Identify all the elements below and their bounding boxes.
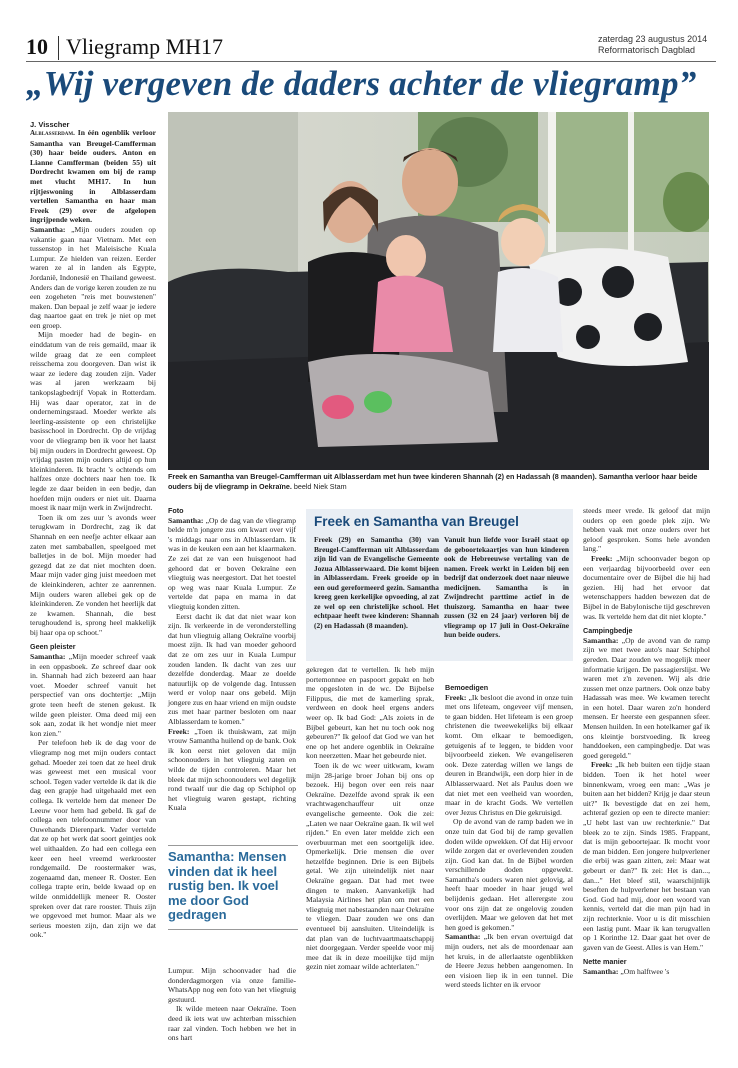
paragraph-text: „Mijn moeder schreef vaak in een oppasboek. Ze schreef daar ook in. Shannah had zich bezeerd aan haar voet. Moeder schreef vanuit het perspectief van ons dochtertje: „Mijn grote teen heeft de stenen gekust. Ik wilde geen pleister. Oma deed mij een sok aan, zodat ik het wondje niet meer kon zien.": [30, 652, 156, 738]
paragraph-text: „Op de dag van de vliegramp belde m'n jongere zus om kwart over vijf 's middags naar ons in Alblasserdam. Ik was in de keuken een aan het klaarmaken. Ze zei dat ze van een huisgenoot had gehoord dat er boven Oekraïne een vliegtuig was neergestort. Dat het toestel op weg was naar Kuala Lumpur. Ze vertelde dat papa en mama in dat vliegtuig konden zitten.: [168, 515, 296, 611]
section-title: Vliegramp MH17: [66, 34, 224, 59]
speaker-label: Samantha:: [445, 932, 481, 942]
paragraph: Ik wilde meteen naar Oekraïne. Toen deed ik iets wat uw achterban misschien raar zal vinden. Toch hebben we het in ons hart: [168, 1004, 296, 1043]
header-rule: [26, 61, 716, 62]
dateline: Alblasserdam.: [30, 129, 75, 137]
paragraph: Op de avond van de ramp baden we in onze tuin dat God bij de ramp gevallen doden wilde opwekken. Of dat Hij ervoor wilde zorgen dat er overlevenden zouden zijn. God kan dat. In de Bijbel worden verschillende doden opgewekt. Samantha's ouders waren niet gelovig, al heeft haar moeder in haar jeugd wel belijdenis gedaan. Het allerergste zou voor ons zijn dat ze ongelovig zouden overlijden. Maar we geloven dat het met hen goed is gekomen.": [445, 817, 573, 932]
speaker-label: Samantha:: [30, 224, 66, 234]
issue-date: zaterdag 23 augustus 2014: [598, 34, 708, 44]
paragraph-text: „Om halftwee 's: [620, 966, 670, 976]
article-column-4: [445, 665, 573, 990]
paragraph: Toen ik om zes uur 's avonds weer terugkwam in Dordrecht, zag ik dat Shannah en een neefje achter elkaar aan zaten met sambaballen, speelgoed met balletjes in de bol. Mijn moeder had gezegd dat ze dat niet mochten doen. Maar mijn vader ging juist meedoen met de kleinkinderen, achter ze aanrennen. Mijn ouders waren allebei gek op de kleinkinderen. Ze vonden het heerlijk dat ze kwamen. Shannah, die best terughoudend is, sprong heel makkelijk bij haar opa op schoot.": [30, 512, 156, 637]
article-column-2: [168, 506, 296, 813]
article-headline: „Wij vergeven de daders achter de vliegramp”: [26, 64, 697, 103]
paragraph: [583, 760, 710, 952]
paragraph: Mijn moeder had de begin- en einddatum van de reis gemaild, maar ik wilde graag dat ze een compleet reisschema zou doorgeven. Dan wist ik waar ze iedere dag zouden zijn. Vader was al jaren werkzaam bij tankopslagbedrijf Vopak in Rotterdam. Hij was daar operator, zat in de ondernemingsraad. Moeder werkte als leerling-assistente op een christelijke basisschool in Dordrecht. Op de vrijdag voor de vliegramp ben ik voor het laatst bij mijn ouders in Dordrecht geweest. Op vrijdag pasten mijn ouders altijd op hun kleinkinderen. Ik bracht 's ochtends om halfzes onze dochters naar hen toe. Ik legde ze daar beiden in een bedje, dan hoefden mijn ouders er niet uit. Daarna moest ik naar mijn werk in Zwijndrecht.: [30, 330, 156, 513]
speaker-label: Samantha:: [168, 515, 204, 525]
info-box-right-text: Vanuit hun liefde voor Israël staat op de geboortekaartjes van hun kinderen ook de Hebreeuwse vertaling van de namen. Freek werkt in Leiden bij een bedrijf dat onderzoek doet naar nieuwe medicijnen. Samantha is in Zwijndrecht parttime actief in de thuiszorg. Samantha en haar twee zussen (32 en 24 jaar) verloren bij de vliegramp op 17 juli in Oost-Oekraïne hun beide ouders.: [444, 535, 569, 639]
photo-illustration: [168, 112, 709, 470]
paragraph-text: „Ik heb buiten een tijdje staan bidden. Toen ik het hotel weer binnenkwam, vroeg een man: „Was je buiten aan het bidden? Krijg je daar steun uit?" Ik bevestigde dat en zei hem, achteraf gezien op een te directe manier: „U hebt last van uw rechterknie." Dat bleek zo te zijn. Sinds 1985. Frappant, dat is mijn geboortejaar. Ik mocht voor de man bidden. Een jongere hulpverlener die erbij was gaan zitten, zei: Maar wat gebeurt er dan?" Ik zei: Het is dan..., dan..." Het bleef stil, waarschijnlijk beseften de hulpverlener het bestaan van God. God had mij, door een woord van kennis, verteld dat die man pijn had in zijn rechterknie. Voor u is dit misschien een lastig punt. Maar ik kan terugvallen op 1 Korinthe 12. Daar gaat het over de gaven van de Geest. Alles is van Hem.": [583, 760, 710, 952]
paragraph: Toen ik de wc weer uitkwam, kwam mijn 28-jarige broer Johan bij ons op bezoek. Hij begon over een reis naar Oekraïne. Dezelfde avond sprak ik een vrachtwagenchauffeur uit onze evangelische gemeente. Ook die zei: „Laten we naar Oekraïne gaan. Ik wil wel rijden." En even later meldde zich een overbuurman met een soortgelijk idee. Opmerkelijk. Drie mensen die over hetzelfde beginnen. Drie is een Bijbels getal. We zijn uiteindelijk niet naar Oekraïne gegaan. Dat had met twee dingen te maken. Aanvankelijk had Malaysia Airlines het plan om met een vliegtuig met nabestaanden naar Oekraïne te vliegen. Daar zouden we ons dan eventueel bij aansluiten. Uiteindelijk is dat plan van de luchtvaartmaatschappij niet doorgegaan. Verder speelde voor mij mee dat ik in deze moeilijke tijd mijn gezin niet zomaar wilde achterlaten.": [306, 760, 434, 972]
subheading: Foto: [168, 506, 184, 515]
speaker-label: Freek:: [591, 553, 613, 563]
speaker-label: Freek:: [591, 760, 613, 770]
article-column-5: [583, 506, 710, 977]
paragraph: [583, 636, 710, 761]
family-photo: [168, 112, 709, 470]
paragraph-text: „Ik ben ervan overtuigd dat mijn ouders, net als de moordenaar aan het kruis, in de allerlaatste ogenblikken de Heere Jezus hebben aangenomen. In een visioen liep ik in een tunnel. Die werd steeds lichter en ik ervoor: [445, 932, 573, 990]
photo-credit: beeld Niek Stam: [293, 481, 347, 491]
lead-text: In één ogenblik verloor Samantha van Breugel-Camfferman (30) haar beide ouders. Anton en Lianne Camfferman (beiden 55) uit Dordrecht kwamen om bij de ramp met vlucht MH17. In hun rijtjeswoning in Alblasserdam vertellen Samantha en haar man Freek (29) over de afgelopen ingrijpende weken.: [30, 128, 156, 225]
info-box: [306, 509, 573, 661]
paragraph: [445, 932, 573, 990]
article-column-3: [306, 665, 434, 972]
paragraph: Eerst dacht ik dat dat niet waar kon zijn. Ik verkeerde in de veronderstelling dat hun vliegtuig allang Oekraïne voorbij moest zijn. Ik had van moeder gehoord dat ze om zes uur in Kuala Lumpur zouden landen. Ik dacht van zes uur dezelfde donderdag. Maar ze doelde natuurlijk op de volgende dag. Intussen werd er volop naar ons gebeld. Mijn jongere zus en haar vriend en mijn oudste zus met haar partner besloten om naar Alblasserdam te komen.": [168, 611, 296, 727]
speaker-label: Samantha:: [583, 635, 619, 645]
info-box-title: Freek en Samantha van Breugel: [314, 514, 519, 529]
subheading: Nette manier: [583, 957, 627, 967]
caption-text: Freek en Samantha van Breugel-Camfferman uit Alblasserdam met hun twee kinderen Shannah (2) en Hadassah (8 maanden). Samantha verloor haar beide ouders bij de vliegramp in Oekraïne.: [168, 472, 698, 491]
photo-caption: [168, 472, 709, 491]
paragraph: gekregen dat te vertellen. Ik heb mijn portemonnee en paspoort gepakt en heb me opgesloten in de wc. De Bijbelse Filippus, die met de kamerling sprak, verdween en dook heel ergens anders weer op. Ik bad God: „Als zoiets in de Bijbel gebeurt, kan het nu toch ook nog gebeuren?" Ik geloof dat God we van het ene op het andere ogenblik in Oekraïne kon neerzetten. Maar het gebeurde niet.: [306, 665, 434, 761]
article-lead: [30, 128, 156, 225]
paragraph-text: „Toen ik thuiskwam, zat mijn vrouw Samantha huilend op de bank. Ook ik kon eerst niet geloven dat mijn schoonouders in het vliegtuig zaten en wilde de tijden controleren. Maar het bleek dat mijn schoonouders wel degelijk rond twaalf uur die dag op Schiphol op het vliegtuig waren gestapt, richting Kuala: [168, 726, 297, 813]
byline: J. Visscher: [30, 120, 70, 129]
speaker-label: Freek:: [168, 726, 190, 736]
paragraph: Lumpur. Mijn schoonvader had die donderdagmorgen via onze familie-WhatsApp nog een foto van het vliegtuig gestuurd.: [168, 966, 296, 1004]
paragraph-text: „Mijn schoonvader begon op een verjaardag bijvoorbeeld over een documentaire over de Bijbel die hij had gezien. Hij had het ervoor dat wetenschappers hadden bewezen dat de Bijbel in de Babylonische tijd geschreven was. Ik vertelde hem dat dit niet klopte.": [583, 553, 710, 621]
paragraph-text: „Mijn ouders zouden op vakantie gaan naar Vietnam. Met een tussenstop in het Maleisische Kuala Lumpur. Ze hielden van reizen. Eerder waren ze al in landen als Egypte, Jordanië, Indonesië en Thailand geweest. Anders dan de vorige keren zouden ze nu een zogeheten "reis met bouwstenen" maken. Dan bepaal je zelf waar je iedere dag naartoe gaat en trek je niet op met een groep.: [30, 224, 156, 330]
paragraph: [30, 652, 156, 738]
paragraph-text: „Op de avond van de ramp zijn we met twee auto's naar Schiphol gereden. Daar zouden we mogelijk meer informatie krijgen. De passagierslijst. We waren met z'n zevenen. Wij als drie zussen met onze partners. Ook onze baby Hadassah was mee. We kwamen terecht in een hotel. Daar waren zo'n honderd mensen. Er heerste een gespannen sfeer. Mensen huilden. In een hotelkamer gaf ik ons kleintje borstvoeding. Ik kreeg handdoeken, een campingbedje. Dat was goed geregeld.": [583, 635, 710, 760]
paragraph-text: „Ik besloot die avond in onze tuin met ons lifeteam, ongeveer vijf mensen, te gaan bidden. Het lifeteam is een groep christenen die tweewekelijks bij elkaar komt. Om elkaar te bemoedigen, getuigenis af te leggen, te bidden voor bijvoorbeeld zieken. We evangeliseren ook. Deze zaterdag willen we langs de deuren in Brandwijk, een dorp hier in de Alblasserwaard. Net als Paulus doen we dat niet met een veelheid van woorden, maar in de kracht Gods. We vertellen over Jezus Christus en Die gekruisigd.: [445, 692, 573, 817]
header-date-block: [598, 34, 716, 56]
paragraph: [445, 693, 573, 818]
paragraph: [583, 554, 710, 621]
page-header: [26, 34, 716, 62]
speaker-label: Freek:: [445, 692, 467, 702]
paragraph: [583, 967, 710, 977]
header-divider: [58, 36, 59, 60]
speaker-label: Samantha:: [583, 966, 619, 976]
paragraph: [168, 727, 296, 813]
paragraph: Per telefoon heb ik de dag voor de vliegramp nog met mijn ouders contact gehad. Moeder zei toen dat ze heel druk was geweest met een musical voor school. Tegen vader vertelde ik dat ik die dag een grapje had uitgehaald met een collega. Ik vertelde hem dat meneer De Leeuw voor hem had gebeld. Ik gaf de collega een telefoonnummer door van Ouwehands Dierenpark. Vader vertelde dat ze op het werk dat soort geintjes ook wel uithaalden. Zo had een collega een keer een heel vreemd werkrooster rondgemaild. De roostermaker was, zogenaamd dan, meneer R. Ooster. Een collega trapte erin, belde kwaad op en wilde onmiddellijk meneer R. Ooster spreken over dat rare rooster. Thuis zijn we opgevoed met humor. Maar als we serieus moesten zijn, dan zijn we dat ook.": [30, 738, 156, 940]
article-column-1: [30, 128, 156, 940]
subheading: Bemoedigen: [445, 683, 489, 692]
subheading: Geen pleister: [30, 642, 76, 652]
paragraph: [30, 225, 156, 331]
info-box-left-text: Freek (29) en Samantha (30) van Breugel-Camfferman uit Alblasserdam zijn lid van de Evangelische Gemeente Jozua Alblasserwaard. Die komt bijeen in Alblasserdam. Freek groeide op in een oud gereformeerd gezin. Samantha kreeg geen kerkelijke opvoeding, al zat ze wel op een christelijke school. Het echtpaar heeft twee kinderen: Shannah (2) en Hadassah (8 maanden).: [314, 535, 439, 630]
subheading: Campingbedje: [583, 626, 633, 636]
paragraph: steeds meer vrede. Ik geloof dat mijn ouders op een goede plek zijn. We hebben vaak met onze ouders over het geloof gesproken. Soms hele avonden lang.": [583, 506, 710, 554]
pull-quote: Samantha: Mensen vinden dat ik heel rustig ben. Ik voel me door God gedragen: [168, 845, 298, 930]
speaker-label: Samantha:: [30, 652, 66, 662]
newspaper-name: Reformatorisch Dagblad: [598, 45, 696, 55]
page-number: 10: [26, 34, 48, 59]
paragraph: [168, 516, 296, 612]
article-column-2-continued: [168, 966, 296, 1043]
